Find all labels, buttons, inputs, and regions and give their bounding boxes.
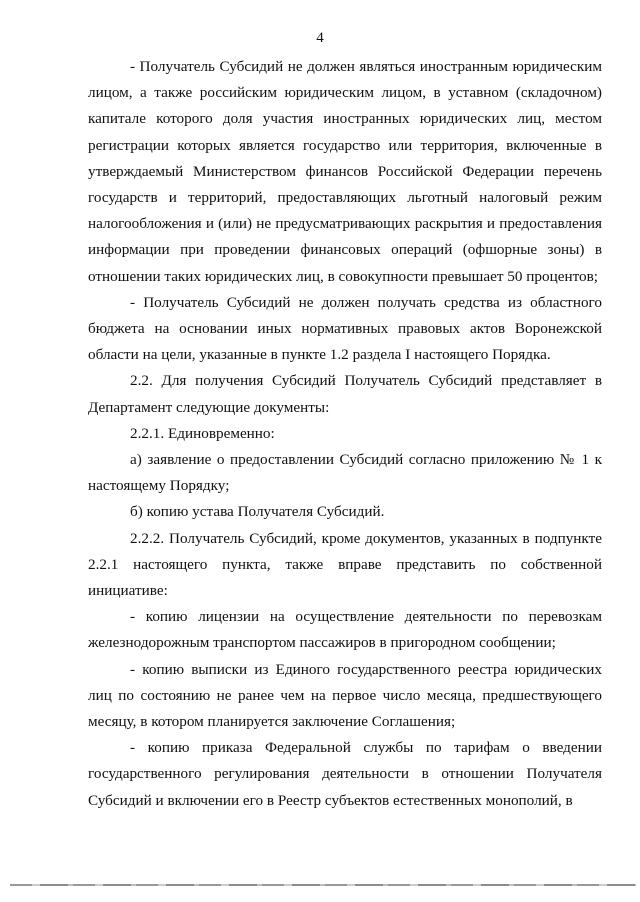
paragraph-foreign-entity-requirement: - Получатель Субсидий не должен являться иностранным юридическим лицом, а также российским юридическим лицом, в уставном (складочном) капитале которого доля участия иностранных юридических лиц, местом регистрации которых является государство или территория, включенные в утверждаемый Министерством финансов Российской Федерации перечень государств и территорий, предоставляющих льготный налоговый режим налогообложения и (или) не предусматривающих раскрытия и предоставления информации при проведении финансовых операций (офшорные зоны) в отношении таких юридических лиц, в совокупности превышает 50 процентов; <box>88 58 602 285</box>
paragraph-register-extract: - копию выписки из Единого государственного реестра юридических лиц по состоянию не ранее чем на первое число месяца, предшествующего месяцу, в котором планируется заключение Соглашения; <box>88 660 602 731</box>
paragraph-2-2-1: 2.2.1. Единовременно: <box>130 424 275 442</box>
paragraph-item-b: б) копию устава Получателя Субсидий. <box>130 503 385 521</box>
page-number: 4 <box>316 30 324 46</box>
paragraph-2-2-2: 2.2.2. Получатель Субсидий, кроме документов, указанных в подпункте 2.2.1 настоящего пункта, также вправе представить по собственной инициативе: <box>88 529 602 600</box>
paragraph-license-copy: - копию лицензии на осуществление деятельности по перевозкам железнодорожным транспортом пассажиров в пригородном сообщении; <box>88 608 602 652</box>
paragraph-2-2-documents: 2.2. Для получения Субсидий Получатель Субсидий представляет в Департамент следующие документы: <box>88 372 602 416</box>
paragraph-tariff-order: - копию приказа Федеральной службы по тарифам о введении государственного регулирования деятельности в отношении Получателя Субсидий и включении его в Реестр субъектов естественных монополий, в <box>88 739 602 809</box>
paragraph-regional-budget-requirement: - Получатель Субсидий не должен получать средства из областного бюджета на основании иных нормативных правовых актов Воронежской области на цели, указанные в пункте 1.2 раздела I настоящего Порядка. <box>88 293 602 364</box>
paragraph-item-a: а) заявление о предоставлении Субсидий согласно приложению № 1 к настоящему Порядку; <box>88 451 602 495</box>
document-body <box>88 54 602 814</box>
scan-edge-line <box>10 884 636 886</box>
